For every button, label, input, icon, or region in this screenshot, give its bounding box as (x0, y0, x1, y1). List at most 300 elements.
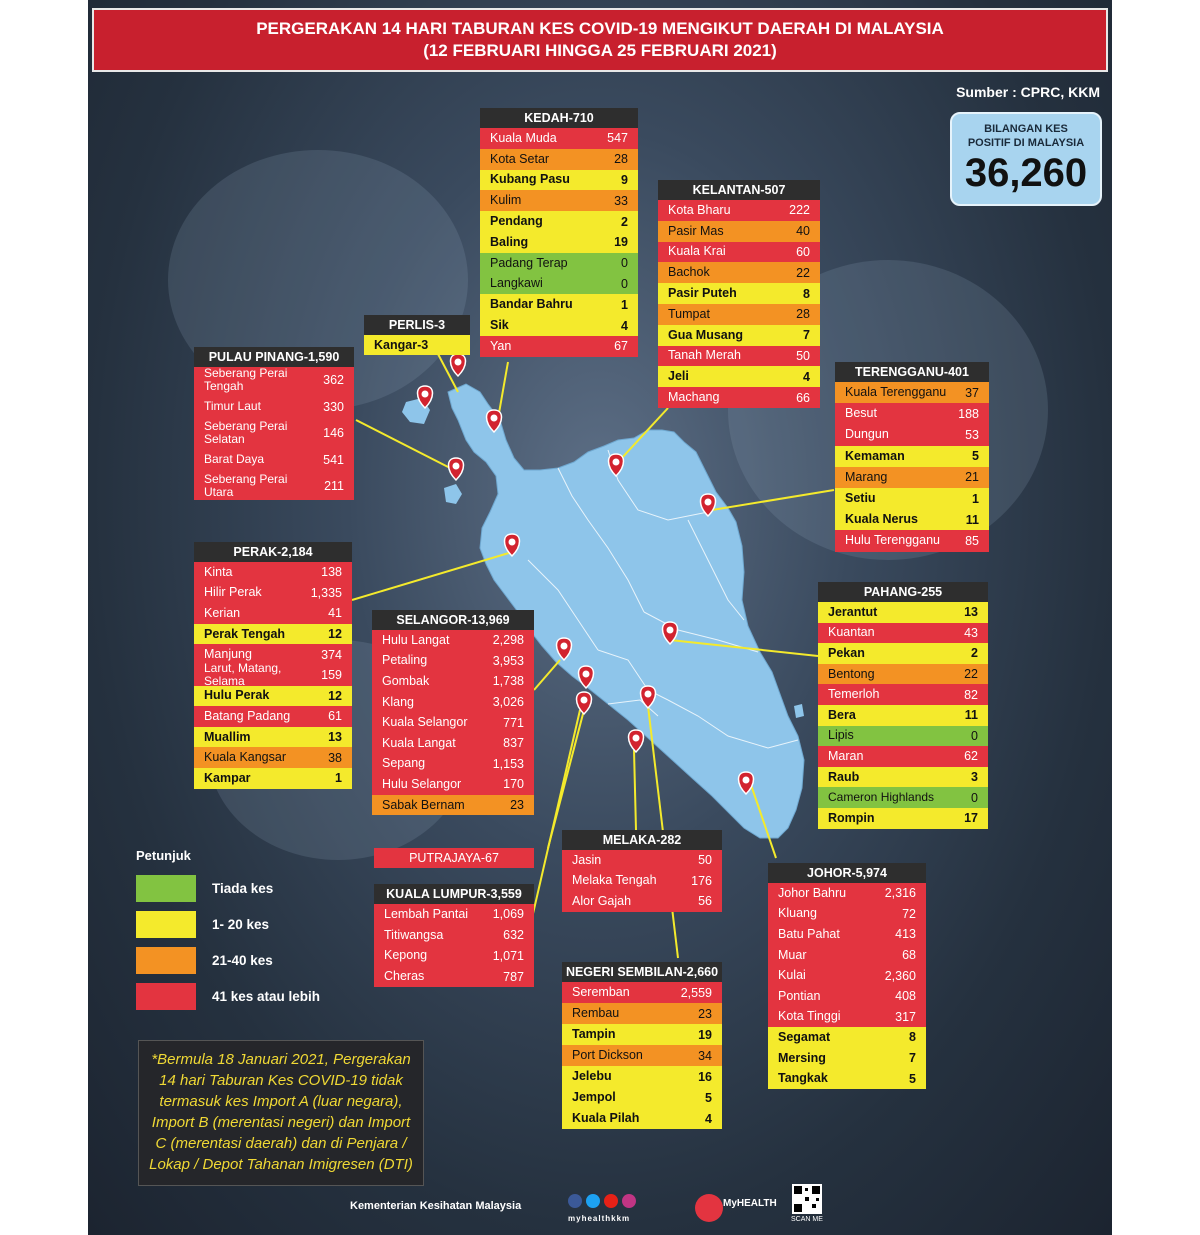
district-row (562, 1066, 722, 1087)
state-title: KUALA LUMPUR-3,559 (374, 884, 534, 904)
legend-swatch-green (136, 875, 196, 902)
district-name: Hulu Langat (382, 632, 450, 647)
scan-me-label: SCAN ME (791, 1216, 823, 1223)
district-row (480, 336, 638, 357)
legend (136, 848, 320, 1019)
district-row (194, 661, 352, 689)
district-row (768, 945, 926, 966)
district-row (658, 262, 820, 283)
district-row (658, 242, 820, 263)
district-row (562, 1003, 722, 1024)
district-name: Cameron Highlands (828, 790, 935, 805)
district-row (194, 727, 352, 748)
panel-kuala-lumpur (374, 884, 534, 987)
district-row (194, 447, 354, 474)
panel-pahang (818, 582, 988, 829)
district-cases: 3,953 (492, 653, 524, 668)
district-name: Kuala Krai (668, 244, 726, 259)
district-cases: 11 (964, 708, 978, 723)
district-cases: 23 (510, 798, 524, 813)
pin-icon (451, 354, 466, 376)
district-name: Batang Padang (204, 708, 291, 723)
district-name: Kerian (204, 605, 241, 620)
district-cases: 23 (698, 1006, 712, 1021)
district-name: Bandar Bahru (490, 297, 573, 312)
district-cases: 13 (328, 730, 342, 745)
state-title: KEDAH-710 (480, 108, 638, 128)
district-cases: 17 (964, 811, 978, 826)
district-name: Gua Musang (668, 327, 744, 342)
district-name: Mersing (778, 1050, 826, 1065)
district-cases: 176 (691, 873, 712, 888)
district-name: Hulu Selangor (382, 776, 462, 791)
tioman-island (794, 704, 804, 718)
district-row (658, 221, 820, 242)
district-name: Port Dickson (572, 1048, 643, 1062)
legend-label: 21-40 kes (212, 953, 273, 968)
district-name: Hulu Perak (204, 688, 270, 703)
district-cases: 330 (323, 399, 344, 414)
district-row (818, 705, 988, 726)
district-row (835, 530, 989, 551)
district-name: Temerloh (828, 687, 880, 702)
district-name: Jelebu (572, 1069, 612, 1083)
district-row (818, 602, 988, 623)
district-row (480, 232, 638, 253)
district-row (562, 1108, 722, 1129)
district-name: Kota Setar (490, 151, 550, 166)
district-cases: 4 (705, 1111, 712, 1126)
district-row (818, 664, 988, 685)
district-cases: 1,153 (492, 756, 524, 771)
state-title: KELANTAN-507 (658, 180, 820, 200)
district-name: Alor Gajah (572, 893, 632, 908)
district-cases: 188 (958, 406, 979, 421)
district-cases: 632 (503, 928, 524, 943)
pin-icon (449, 458, 464, 480)
district-cases: 82 (964, 687, 978, 702)
district-cases: 1,335 (310, 585, 342, 600)
district-cases: 408 (895, 989, 916, 1004)
district-cases: 2,298 (492, 633, 524, 648)
district-row (818, 643, 988, 664)
legend-label: 1- 20 kes (212, 917, 270, 932)
district-name: Dungun (845, 427, 889, 442)
district-row (818, 623, 988, 644)
district-name: Kampar (204, 770, 251, 785)
district-row (562, 850, 722, 871)
total-cases-value: 36,260 (964, 151, 1088, 195)
district-row (194, 420, 354, 447)
district-row (480, 211, 638, 232)
district-row (562, 891, 722, 912)
district-name: Yan (490, 338, 512, 353)
district-name: Jempol (572, 1090, 616, 1104)
district-row (562, 1045, 722, 1066)
district-row (194, 367, 354, 394)
district-cases: 33 (614, 193, 628, 208)
district-name: Kota Tinggi (778, 1009, 841, 1024)
district-cases: 41 (328, 606, 342, 621)
instagram-icon[interactable] (622, 1194, 636, 1208)
district-name: Seberang Perai Tengah (204, 366, 288, 394)
district-cases: 8 (803, 286, 810, 301)
district-name: Batu Pahat (778, 926, 840, 941)
district-name: Muar (778, 947, 807, 962)
district-name: Segamat (778, 1029, 831, 1044)
district-name: Gombak (382, 673, 430, 688)
district-name: Pontian (778, 988, 821, 1003)
district-cases: 28 (614, 152, 628, 167)
district-cases: 12 (328, 688, 342, 703)
district-cases: 170 (503, 777, 524, 792)
district-name: Besut (845, 406, 877, 421)
district-row (658, 283, 820, 304)
district-row (372, 712, 534, 733)
pin-icon (577, 692, 592, 714)
district-row (374, 925, 534, 946)
legend-item-21-40 (136, 947, 320, 974)
district-cases: 12 (328, 627, 342, 642)
district-name: Kota Bharu (668, 202, 731, 217)
district-row (480, 190, 638, 211)
leader-line-perak (352, 552, 512, 600)
district-cases: 413 (895, 927, 916, 942)
district-name: Kinta (204, 564, 233, 579)
district-name: Bentong (828, 666, 875, 681)
district-cases: 61 (328, 709, 342, 724)
district-name: Kuala Selangor (382, 715, 468, 730)
district-name: Cheras (384, 969, 425, 984)
district-row (768, 883, 926, 904)
district-name: Hilir Perak (204, 585, 262, 600)
district-name: Maran (828, 748, 864, 763)
state-title: NEGERI SEMBILAN-2,660 (562, 962, 722, 982)
district-cases: 837 (503, 736, 524, 751)
district-row (818, 746, 988, 767)
district-name: Kuala Nerus (845, 512, 918, 527)
district-cases: 53 (965, 427, 979, 442)
district-name: Pasir Puteh (668, 286, 737, 301)
district-cases: 62 (964, 749, 978, 764)
district-cases: 0 (621, 256, 628, 271)
district-cases: 40 (796, 224, 810, 239)
district-cases: 317 (895, 1009, 916, 1024)
district-row (194, 394, 354, 421)
district-name: Kuala Muda (490, 130, 557, 145)
ministry-label: Kementerian Kesihatan Malaysia (350, 1200, 522, 1212)
district-name: Tangkak (778, 1071, 828, 1086)
district-cases: 67 (614, 339, 628, 354)
district-row (658, 325, 820, 346)
district-cases: 0 (971, 728, 978, 743)
district-cases: 56 (698, 894, 712, 909)
district-row (658, 304, 820, 325)
district-name: Bera (828, 707, 856, 722)
penang-island (444, 484, 462, 504)
panel-johor (768, 863, 926, 1089)
district-cases: 5 (909, 1071, 916, 1086)
myhealth-logo (693, 1186, 777, 1230)
district-row (480, 315, 638, 336)
district-name: Melaka Tengah (572, 873, 657, 888)
district-name: Jasin (572, 852, 602, 867)
district-cases: 211 (324, 479, 344, 494)
district-row (194, 768, 352, 789)
legend-item-no-cases (136, 875, 320, 902)
district-name: Lembah Pantai (384, 906, 469, 921)
district-name: Marang (845, 469, 888, 484)
district-name: Muallim (204, 729, 251, 744)
district-cases: 11 (965, 512, 979, 527)
district-cases: 2,559 (680, 985, 712, 1000)
district-row (480, 128, 638, 149)
district-cases: 37 (965, 385, 979, 400)
panel-kelantan (658, 180, 820, 408)
legend-item-41-plus (136, 983, 320, 1010)
district-name: Kubang Pasu (490, 172, 570, 187)
district-name: Rembau (572, 1006, 620, 1020)
district-name: Kulai (778, 968, 806, 983)
district-row (835, 467, 989, 488)
title-line-2: (12 FEBRUARI HINGGA 25 FEBRUARI 2021) (423, 41, 777, 60)
district-row (374, 966, 534, 987)
district-row (562, 1024, 722, 1045)
district-name: Langkawi (490, 276, 543, 291)
district-name: Seremban (572, 985, 630, 999)
district-cases: 85 (965, 533, 979, 548)
district-row (835, 382, 989, 403)
district-name: Barat Daya (204, 452, 265, 467)
facebook-icon[interactable] (568, 1194, 582, 1208)
pin-icon (629, 730, 644, 752)
state-title: PULAU PINANG-1,590 (194, 347, 354, 367)
district-row (768, 1027, 926, 1048)
district-name: Tanah Merah (668, 348, 741, 363)
legend-title: Petunjuk (136, 848, 191, 863)
district-row (372, 630, 534, 651)
district-cases: 50 (698, 853, 712, 868)
leader-line-pulau-pinang (356, 420, 454, 470)
title-line-1: PERGERAKAN 14 HARI TABURAN KES COVID-19 MENGIKUT DAERAH DI MALAYSIA (256, 19, 944, 38)
district-name: Bachok (668, 265, 710, 280)
district-cases: 146 (323, 426, 344, 441)
district-row (768, 924, 926, 945)
district-cases: 787 (503, 969, 524, 984)
district-cases: 5 (705, 1090, 712, 1105)
district-cases: 66 (796, 390, 810, 405)
youtube-icon[interactable] (604, 1194, 618, 1208)
district-row (372, 754, 534, 775)
district-name: Jerantut (828, 604, 878, 619)
district-row (480, 170, 638, 191)
district-row (818, 726, 988, 747)
district-row (372, 651, 534, 672)
district-name: Manjung (204, 647, 252, 662)
district-cases: 72 (902, 906, 916, 921)
legend-swatch-red (136, 983, 196, 1010)
district-row (835, 488, 989, 509)
district-name: Raub (828, 769, 860, 784)
district-cases: 28 (796, 307, 810, 322)
district-row (374, 904, 534, 925)
footer (88, 1190, 1112, 1235)
district-row (835, 403, 989, 424)
district-cases: 50 (796, 348, 810, 363)
district-row (480, 253, 638, 274)
district-row (768, 1007, 926, 1028)
district-row (372, 671, 534, 692)
district-cases: 13 (964, 605, 978, 620)
district-row (818, 767, 988, 788)
district-cases: 1,071 (492, 948, 524, 963)
district-row (562, 982, 722, 1003)
district-cases: 2 (621, 214, 628, 229)
district-cases: 2,360 (884, 968, 916, 983)
district-cases: 541 (323, 452, 344, 467)
district-row (372, 692, 534, 713)
district-row (818, 808, 988, 829)
district-name: Pekan (828, 645, 865, 660)
district-cases: 19 (698, 1027, 712, 1042)
district-name: Padang Terap (490, 255, 568, 270)
district-cases: 3 (971, 770, 978, 785)
district-name: Jeli (668, 369, 689, 384)
district-cases: 9 (621, 172, 628, 187)
district-row (194, 562, 352, 583)
district-row (480, 294, 638, 315)
district-name: Kangar-3 (374, 337, 429, 352)
district-name: Kuantan (828, 625, 875, 640)
leader-line-selangor (534, 660, 560, 690)
district-row (835, 509, 989, 530)
state-title: TERENGGANU-401 (835, 362, 989, 382)
district-row (768, 1068, 926, 1089)
district-row (768, 904, 926, 925)
state-title: MELAKA-282 (562, 830, 722, 850)
district-cases: 1,069 (492, 907, 524, 922)
district-name: Pendang (490, 214, 543, 229)
panel-selangor (372, 610, 534, 815)
legend-swatch-orange (136, 947, 196, 974)
district-name: Sik (490, 318, 509, 333)
district-row (374, 946, 534, 967)
district-row (194, 706, 352, 727)
panel-negeri-sembilan (562, 962, 722, 1129)
district-cases: 0 (971, 790, 978, 805)
legend-item-1-20 (136, 911, 320, 938)
district-cases: 43 (964, 625, 978, 640)
state-title: PAHANG-255 (818, 582, 988, 602)
district-name: Kemaman (845, 448, 905, 463)
district-row (194, 583, 352, 604)
district-name: Kuala Pilah (572, 1111, 640, 1125)
district-name: Perak Tengah (204, 626, 286, 641)
district-name: Titiwangsa (384, 927, 444, 942)
district-name: Tumpat (668, 306, 710, 321)
total-label-line-2: POSITIF DI MALAYSIA (967, 137, 1085, 149)
district-row (835, 424, 989, 445)
district-cases: 22 (796, 265, 810, 280)
footnote-box: *Bermula 18 Januari 2021, Pergerakan 14 hari Taburan Kes COVID-19 tidak termasuk kes Import A (luar negara), Import B (merentasi negeri) dan Import C (merentasi daerah) dan di Penjara / Lokap / Depot Tahanan Imigresen (DTI) (138, 1040, 424, 1186)
panel-perak (194, 542, 352, 789)
district-row (818, 684, 988, 705)
panel-perlis (364, 315, 470, 355)
district-name: Larut, Matang, Selama (204, 661, 282, 689)
district-row (768, 1048, 926, 1069)
district-cases: 0 (621, 276, 628, 291)
district-cases: 38 (328, 750, 342, 765)
district-cases: 1 (335, 771, 342, 786)
district-row (194, 686, 352, 707)
district-row (194, 747, 352, 768)
district-row (194, 624, 352, 645)
district-cases: 2,316 (884, 886, 916, 901)
district-cases: 1 (972, 491, 979, 506)
legend-label: Tiada kes (212, 881, 274, 896)
district-name: Petaling (382, 653, 428, 668)
district-row (194, 473, 354, 500)
district-row (562, 871, 722, 892)
district-name: Pasir Mas (668, 223, 724, 238)
district-name: Klang (382, 694, 414, 709)
panel-kedah (480, 108, 638, 357)
district-row (562, 1087, 722, 1108)
state-title: SELANGOR-13,969 (372, 610, 534, 630)
district-name: Timur Laut (204, 399, 261, 414)
district-cases: 362 (323, 373, 344, 388)
district-cases: 7 (909, 1051, 916, 1066)
district-cases: 16 (698, 1069, 712, 1084)
district-cases: 159 (321, 668, 342, 683)
district-name: Kuala Terengganu (845, 385, 947, 400)
district-name: Machang (668, 390, 720, 405)
district-row (835, 446, 989, 467)
district-name: Setiu (845, 491, 876, 506)
district-cases: 374 (321, 647, 342, 662)
source-label: Sumber : CPRC, KKM (956, 84, 1100, 100)
district-name: Seberang Perai Selatan (204, 419, 288, 447)
district-row (818, 787, 988, 808)
district-cases: 60 (796, 244, 810, 259)
district-row (658, 346, 820, 367)
district-name: Baling (490, 234, 529, 249)
district-name: Sepang (382, 756, 426, 771)
twitter-icon[interactable] (586, 1194, 600, 1208)
district-cases: 19 (614, 235, 628, 250)
district-name: Sabak Bernam (382, 797, 465, 812)
district-name: Hulu Terengganu (845, 533, 940, 548)
qr-code[interactable] (792, 1184, 822, 1214)
district-name: Kepong (384, 948, 428, 963)
district-cases: 22 (964, 667, 978, 682)
legend-label: 41 kes atau lebih (212, 989, 321, 1004)
district-row (658, 366, 820, 387)
infographic-poster (88, 0, 1112, 1235)
district-row (364, 335, 470, 355)
panel-terengganu (835, 362, 989, 552)
district-row (372, 733, 534, 754)
district-name: Seberang Perai Utara (204, 472, 288, 500)
panel-melaka (562, 830, 722, 912)
district-name: Johor Bahru (778, 885, 847, 900)
district-cases: 1 (621, 297, 628, 312)
district-cases: 7 (803, 328, 810, 343)
total-label-line-1: BILANGAN KES (984, 123, 1068, 135)
district-name: Kluang (778, 906, 817, 921)
district-name: Rompin (828, 810, 875, 825)
district-cases: 34 (698, 1048, 712, 1063)
